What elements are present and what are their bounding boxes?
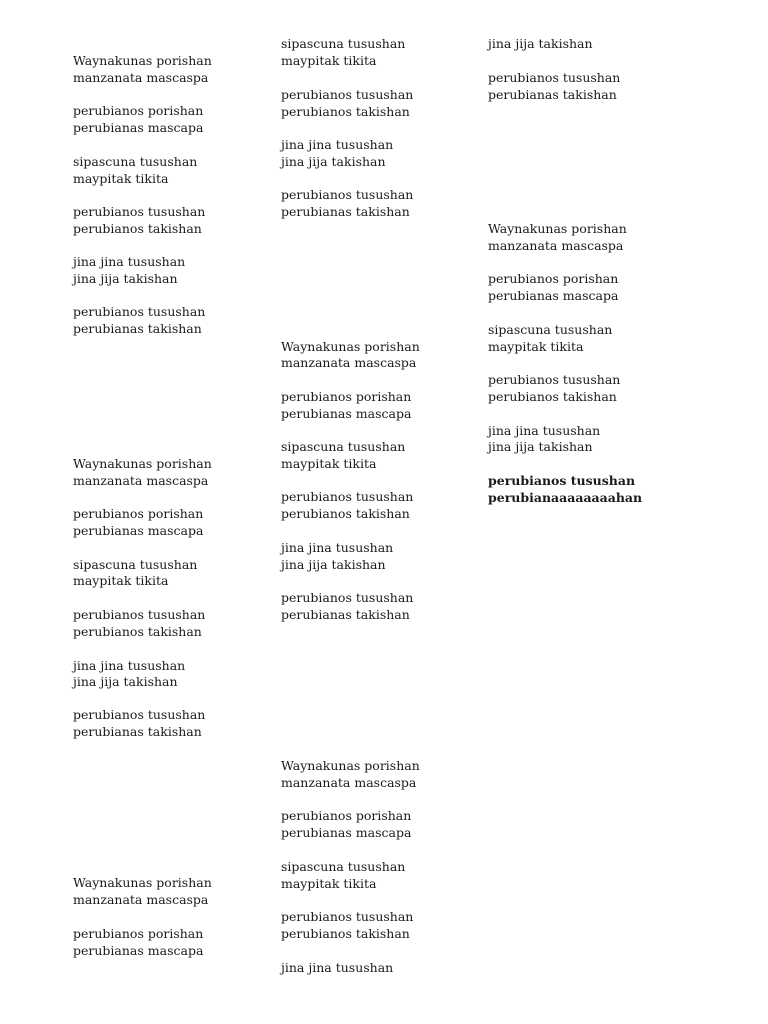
text-line: perubianos porishan bbox=[281, 389, 412, 404]
text-line: manzanata mascaspa bbox=[73, 892, 209, 907]
text-line: perubianas takishan bbox=[73, 321, 202, 336]
text-line: jina jija takishan bbox=[488, 36, 593, 51]
text-line: sipascuna tusushan bbox=[488, 322, 613, 337]
text-line: perubianas mascapa bbox=[73, 523, 204, 538]
text-line: perubianaaaaaaaahan bbox=[488, 490, 643, 505]
text-line: perubianas takishan bbox=[281, 204, 410, 219]
text-line: perubianos tusushan bbox=[281, 87, 414, 102]
text-line: perubianos takishan bbox=[281, 926, 410, 941]
text-line: perubianos tusushan bbox=[281, 590, 414, 605]
text-line: maypitak tikita bbox=[281, 456, 377, 471]
text-line: maypitak tikita bbox=[73, 171, 169, 186]
text-line: jina jina tusushan bbox=[281, 540, 394, 555]
text-line: maypitak tikita bbox=[488, 339, 584, 354]
text-line: perubianos tusushan bbox=[281, 909, 414, 924]
text-line: perubianas takishan bbox=[488, 87, 617, 102]
text-line: manzanata mascaspa bbox=[488, 238, 624, 253]
text-line: perubianos porishan bbox=[73, 506, 204, 521]
text-line: Waynakunas porishan bbox=[281, 339, 420, 354]
text-line: jina jija takishan bbox=[73, 271, 178, 286]
text-line: sipascuna tusushan bbox=[73, 557, 198, 572]
text-line: jina jija takishan bbox=[281, 154, 386, 169]
text-line: perubianas mascapa bbox=[281, 406, 412, 421]
text-line: jina jina tusushan bbox=[488, 423, 601, 438]
text-line: manzanata mascaspa bbox=[73, 70, 209, 85]
text-line: perubianos tusushan bbox=[281, 187, 414, 202]
text-line: perubianos takishan bbox=[281, 506, 410, 521]
text-line: jina jina tusushan bbox=[281, 960, 394, 975]
text-line: perubianos porishan bbox=[73, 103, 204, 118]
text-line: perubianos tusushan bbox=[488, 372, 621, 387]
text-line: maypitak tikita bbox=[73, 573, 169, 588]
text-line: perubianos tusushan bbox=[281, 489, 414, 504]
text-line: perubianos porishan bbox=[488, 271, 619, 286]
text-line: perubianas mascapa bbox=[73, 943, 204, 958]
text-line: perubianos porishan bbox=[73, 926, 204, 941]
text-line: jina jina tusushan bbox=[281, 137, 394, 152]
text-line: maypitak tikita bbox=[281, 53, 377, 68]
text-line: perubianos tusushan bbox=[73, 304, 206, 319]
text-line: jina jija takishan bbox=[281, 557, 386, 572]
text-line: perubianos tusushan bbox=[73, 204, 206, 219]
text-line: perubianos tusushan bbox=[73, 607, 206, 622]
text-line: sipascuna tusushan bbox=[73, 154, 198, 169]
text-line: Waynakunas porishan bbox=[73, 53, 212, 68]
text-line: sipascuna tusushan bbox=[281, 36, 406, 51]
text-line: jina jija takishan bbox=[488, 439, 593, 454]
text-line: manzanata mascaspa bbox=[281, 355, 417, 370]
text-line: jina jija takishan bbox=[73, 674, 178, 689]
text-line: perubianos tusushan bbox=[488, 473, 636, 488]
text-line: sipascuna tusushan bbox=[281, 859, 406, 874]
text-line: perubianos takishan bbox=[73, 221, 202, 236]
text-line: perubianos takishan bbox=[281, 104, 410, 119]
text-line: jina jina tusushan bbox=[73, 254, 186, 269]
text-line: sipascuna tusushan bbox=[281, 439, 406, 454]
text-line: Waynakunas porishan bbox=[488, 221, 627, 236]
text-line: manzanata mascaspa bbox=[73, 473, 209, 488]
text-line: manzanata mascaspa bbox=[281, 775, 417, 790]
text-line: perubianas takishan bbox=[73, 724, 202, 739]
text-line: perubianas mascapa bbox=[73, 120, 204, 135]
text-line: Waynakunas porishan bbox=[281, 758, 420, 773]
text-line: jina jina tusushan bbox=[73, 658, 186, 673]
text-line: perubianos tusushan bbox=[488, 70, 621, 85]
text-line: perubianos tusushan bbox=[73, 707, 206, 722]
text-line: perubianas takishan bbox=[281, 607, 410, 622]
text-line: perubianas mascapa bbox=[488, 288, 619, 303]
text-line: Waynakunas porishan bbox=[73, 875, 212, 890]
text-line: perubianas mascapa bbox=[281, 825, 412, 840]
text-line: Waynakunas porishan bbox=[73, 456, 212, 471]
text-line: maypitak tikita bbox=[281, 876, 377, 891]
text-line: perubianos takishan bbox=[488, 389, 617, 404]
text-line: perubianos takishan bbox=[73, 624, 202, 639]
text-line: perubianos porishan bbox=[281, 808, 412, 823]
